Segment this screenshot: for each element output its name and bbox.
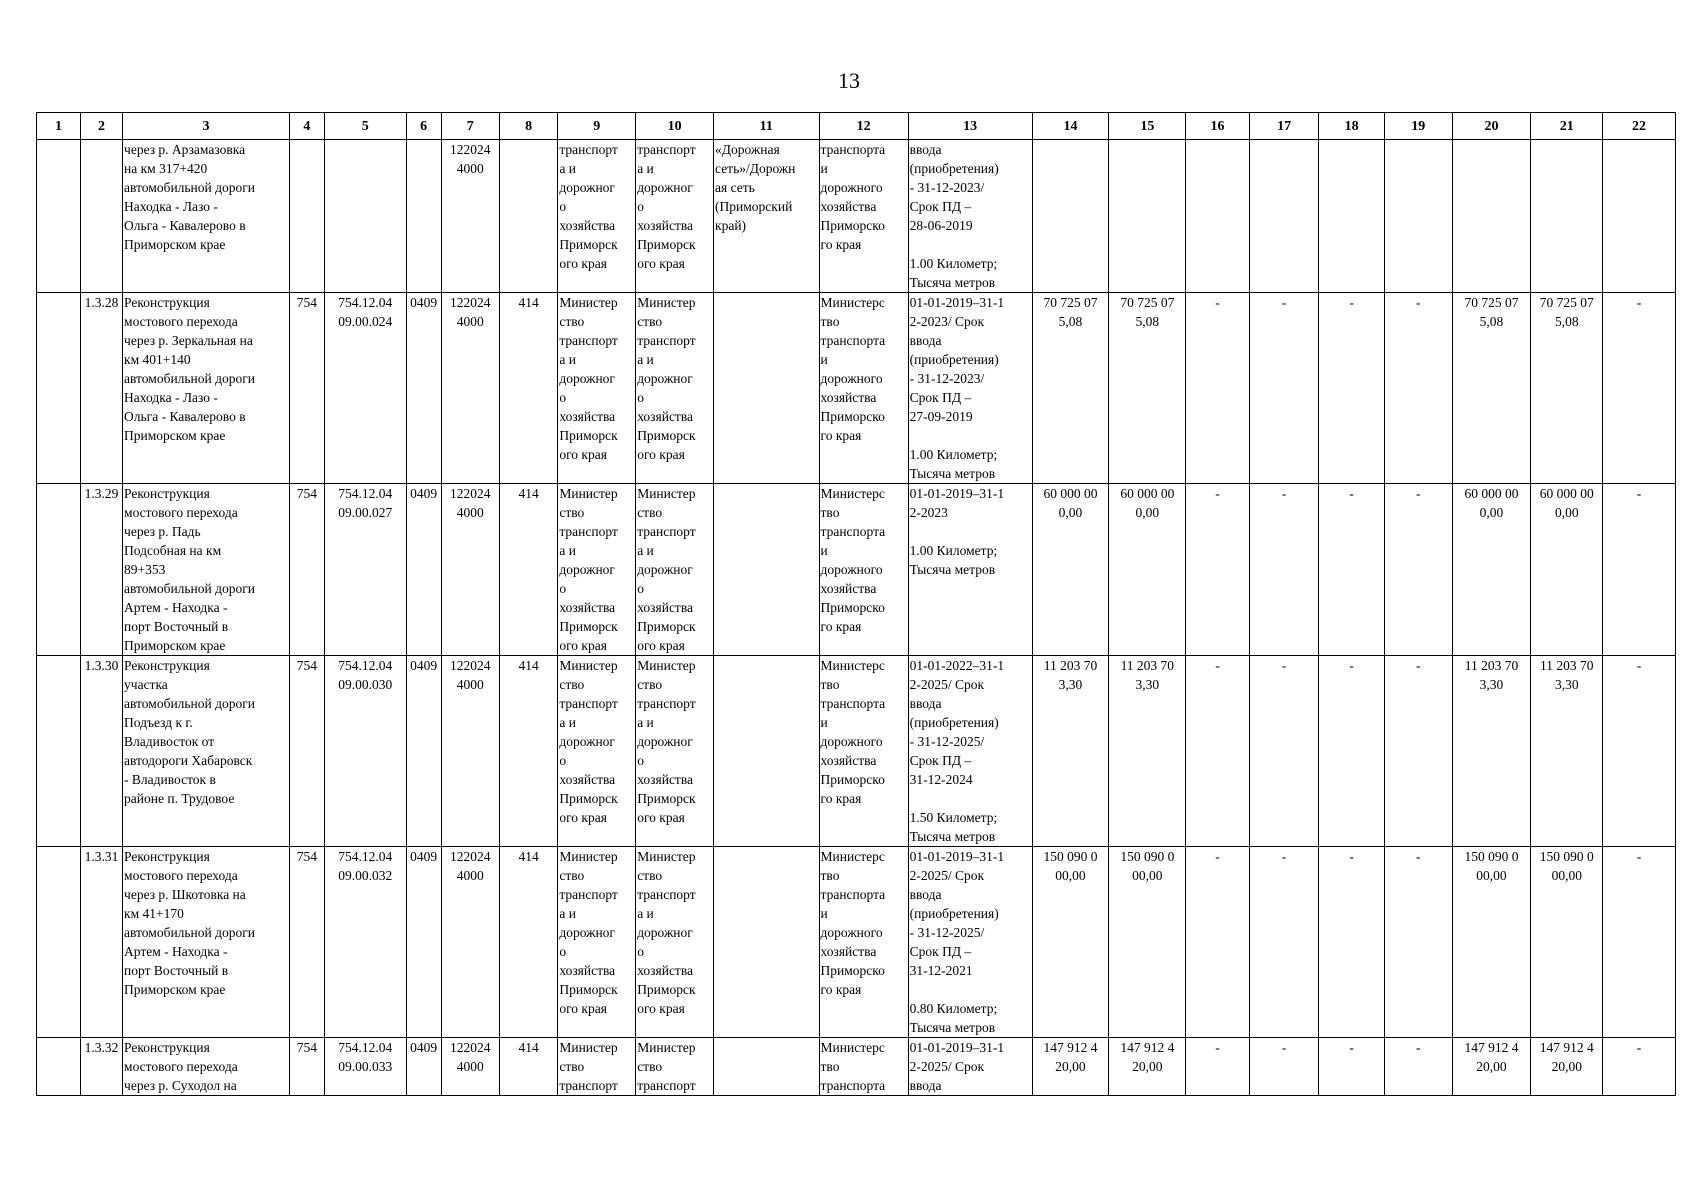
table-cell: - bbox=[1249, 484, 1319, 656]
table-cell: 70 725 07 5,08 bbox=[1531, 293, 1603, 484]
table-cell: 60 000 00 0,00 bbox=[1452, 484, 1531, 656]
header-cell: 1 bbox=[37, 113, 81, 140]
header-cell: 13 bbox=[908, 113, 1032, 140]
table-cell bbox=[37, 656, 81, 847]
table-cell: ввода (приобретения) - 31-12-2023/ Срок ПД – 28-06-2019 1.00 Километр; Тысяча метров bbox=[908, 140, 1032, 293]
table-cell: Министер ство транспорт bbox=[558, 1038, 636, 1096]
table-cell: 754.12.04 09.00.032 bbox=[324, 847, 406, 1038]
table-cell bbox=[1319, 140, 1385, 293]
table-cell: 1.3.31 bbox=[81, 847, 123, 1038]
header-cell: 4 bbox=[290, 113, 325, 140]
table-cell: - bbox=[1384, 1038, 1452, 1096]
table-cell: 60 000 00 0,00 bbox=[1032, 484, 1109, 656]
table-cell: Министер ство транспорт а и дорожног о хозяйства Приморск ого края bbox=[558, 847, 636, 1038]
table-cell: 11 203 70 3,30 bbox=[1032, 656, 1109, 847]
table-cell: Реконструкция мостового перехода через р. Шкотовка на км 41+170 автомобильной дороги Артем - Находка - порт Восточный в Приморском крае bbox=[123, 847, 290, 1038]
table-cell: - bbox=[1186, 484, 1250, 656]
table-cell: 1.3.28 bbox=[81, 293, 123, 484]
table-cell: 0409 bbox=[406, 484, 441, 656]
table-cell: - bbox=[1603, 293, 1676, 484]
table-cell: 0409 bbox=[406, 1038, 441, 1096]
table-cell bbox=[1452, 140, 1531, 293]
table-cell: 150 090 0 00,00 bbox=[1032, 847, 1109, 1038]
table-cell: «Дорожная сеть»/Дорожн ая сеть (Приморский край) bbox=[714, 140, 820, 293]
table-cell: - bbox=[1603, 1038, 1676, 1096]
table-cell: 122024 4000 bbox=[441, 1038, 499, 1096]
header-cell: 8 bbox=[499, 113, 557, 140]
table-cell bbox=[37, 293, 81, 484]
table-cell bbox=[714, 1038, 820, 1096]
table-cell: через р. Арзамазовка на км 317+420 автомобильной дороги Находка - Лазо - Ольга - Кавалерово в Приморском крае bbox=[123, 140, 290, 293]
table-cell bbox=[81, 140, 123, 293]
table-cell bbox=[37, 484, 81, 656]
header-cell: 3 bbox=[123, 113, 290, 140]
table-cell: 147 912 4 20,00 bbox=[1032, 1038, 1109, 1096]
table-cell: Министер ство транспорт а и дорожног о хозяйства Приморск ого края bbox=[636, 293, 714, 484]
table-cell: - bbox=[1319, 1038, 1385, 1096]
table-cell: Министер ство транспорт а и дорожног о хозяйства Приморск ого края bbox=[558, 484, 636, 656]
table-cell bbox=[37, 1038, 81, 1096]
table-cell bbox=[714, 484, 820, 656]
table-cell: - bbox=[1249, 847, 1319, 1038]
table-cell: 147 912 4 20,00 bbox=[1109, 1038, 1186, 1096]
table-cell: - bbox=[1319, 293, 1385, 484]
table-cell: 754 bbox=[290, 484, 325, 656]
table-cell: 754.12.04 09.00.024 bbox=[324, 293, 406, 484]
header-cell: 15 bbox=[1109, 113, 1186, 140]
table-cell bbox=[37, 847, 81, 1038]
table-row bbox=[37, 847, 1676, 1038]
table-cell: 11 203 70 3,30 bbox=[1109, 656, 1186, 847]
table-cell bbox=[714, 656, 820, 847]
table-cell: транспорта и дорожного хозяйства Приморско го края bbox=[819, 140, 908, 293]
table-cell: 1.3.29 bbox=[81, 484, 123, 656]
table-cell: 150 090 0 00,00 bbox=[1531, 847, 1603, 1038]
table-cell: Министерс тво транспорта и дорожного хозяйства Приморско го края bbox=[819, 847, 908, 1038]
table-cell bbox=[1249, 140, 1319, 293]
table-cell: - bbox=[1319, 484, 1385, 656]
table-cell: 754.12.04 09.00.027 bbox=[324, 484, 406, 656]
table-cell: - bbox=[1384, 293, 1452, 484]
table-cell: - bbox=[1603, 484, 1676, 656]
table-cell: Министер ство транспорт а и дорожног о хозяйства Приморск ого края bbox=[636, 484, 714, 656]
table-cell: Министер ство транспорт bbox=[636, 1038, 714, 1096]
budget-table bbox=[36, 112, 1676, 1096]
table-cell bbox=[324, 140, 406, 293]
table-row bbox=[37, 656, 1676, 847]
page-number: 13 bbox=[838, 68, 860, 93]
header-cell: 22 bbox=[1603, 113, 1676, 140]
table-row bbox=[37, 140, 1676, 293]
table-cell: - bbox=[1319, 847, 1385, 1038]
table-cell: 414 bbox=[499, 484, 557, 656]
table-cell: Министерс тво транспорта и дорожного хозяйства Приморско го края bbox=[819, 293, 908, 484]
table-cell bbox=[714, 293, 820, 484]
header-cell: 2 bbox=[81, 113, 123, 140]
table-cell: 414 bbox=[499, 847, 557, 1038]
header-cell: 19 bbox=[1384, 113, 1452, 140]
table-cell: 11 203 70 3,30 bbox=[1531, 656, 1603, 847]
table-cell: 1.3.30 bbox=[81, 656, 123, 847]
table-cell bbox=[1603, 140, 1676, 293]
header-cell: 7 bbox=[441, 113, 499, 140]
table-cell: Министер ство транспорт а и дорожног о хозяйства Приморск ого края bbox=[636, 847, 714, 1038]
header-cell: 14 bbox=[1032, 113, 1109, 140]
table-cell: 414 bbox=[499, 656, 557, 847]
table-body bbox=[37, 140, 1676, 1096]
table-row bbox=[37, 293, 1676, 484]
table-cell: 147 912 4 20,00 bbox=[1452, 1038, 1531, 1096]
table-cell: 1.3.32 bbox=[81, 1038, 123, 1096]
table-cell: 754 bbox=[290, 293, 325, 484]
table-cell: Реконструкция мостового перехода через р. Падь Подсобная на км 89+353 автомобильной дороги Артем - Находка - порт Восточный в Приморском крае bbox=[123, 484, 290, 656]
header-cell: 12 bbox=[819, 113, 908, 140]
header-cell: 18 bbox=[1319, 113, 1385, 140]
header-cell: 21 bbox=[1531, 113, 1603, 140]
table-row bbox=[37, 484, 1676, 656]
table-cell bbox=[1531, 140, 1603, 293]
table-cell: 754 bbox=[290, 656, 325, 847]
header-cell: 16 bbox=[1186, 113, 1250, 140]
table-cell: - bbox=[1384, 484, 1452, 656]
table-cell: 60 000 00 0,00 bbox=[1531, 484, 1603, 656]
table-cell: 754.12.04 09.00.030 bbox=[324, 656, 406, 847]
header-cell: 5 bbox=[324, 113, 406, 140]
table-cell: 60 000 00 0,00 bbox=[1109, 484, 1186, 656]
table-cell: Министер ство транспорт а и дорожног о хозяйства Приморск ого края bbox=[558, 293, 636, 484]
table-cell bbox=[1384, 140, 1452, 293]
table-cell: транспорт а и дорожног о хозяйства Приморск ого края bbox=[558, 140, 636, 293]
table-cell: - bbox=[1603, 656, 1676, 847]
table-cell: 0409 bbox=[406, 847, 441, 1038]
header-cell: 20 bbox=[1452, 113, 1531, 140]
table-cell: - bbox=[1384, 847, 1452, 1038]
table-cell: 70 725 07 5,08 bbox=[1109, 293, 1186, 484]
header-cell: 10 bbox=[636, 113, 714, 140]
table-cell: Реконструкция участка автомобильной дороги Подъезд к г. Владивосток от автодороги Хабаровск - Владивосток в районе п. Трудовое bbox=[123, 656, 290, 847]
table-cell bbox=[37, 140, 81, 293]
table-cell: Министер ство транспорт а и дорожног о хозяйства Приморск ого края bbox=[636, 656, 714, 847]
table-cell bbox=[290, 140, 325, 293]
table-cell: - bbox=[1249, 656, 1319, 847]
table-cell: Министерс тво транспорта и дорожного хозяйства Приморско го края bbox=[819, 656, 908, 847]
table-cell bbox=[499, 140, 557, 293]
table-cell: 122024 4000 bbox=[441, 656, 499, 847]
table-cell bbox=[406, 140, 441, 293]
table-cell: 754.12.04 09.00.033 bbox=[324, 1038, 406, 1096]
header-row bbox=[37, 113, 1676, 140]
table-cell: 414 bbox=[499, 293, 557, 484]
table-cell: Министер ство транспорт а и дорожног о хозяйства Приморск ого края bbox=[558, 656, 636, 847]
table-cell: 147 912 4 20,00 bbox=[1531, 1038, 1603, 1096]
table-cell bbox=[1032, 140, 1109, 293]
table-cell: 70 725 07 5,08 bbox=[1452, 293, 1531, 484]
table-cell: 150 090 0 00,00 bbox=[1452, 847, 1531, 1038]
header-cell: 6 bbox=[406, 113, 441, 140]
table-cell: - bbox=[1186, 1038, 1250, 1096]
table-cell: 01-01-2019–31-1 2-2023/ Срок ввода (приобретения) - 31-12-2023/ Срок ПД – 27-09-2019 1.00 Километр; Тысяча метров bbox=[908, 293, 1032, 484]
table-cell bbox=[1109, 140, 1186, 293]
table-cell: - bbox=[1249, 1038, 1319, 1096]
table-cell: Реконструкция мостового перехода через р. Зеркальная на км 401+140 автомобильной дороги Находка - Лазо - Ольга - Кавалерово в Приморском крае bbox=[123, 293, 290, 484]
table-cell: - bbox=[1186, 847, 1250, 1038]
table-cell: - bbox=[1186, 656, 1250, 847]
table-cell: 01-01-2019–31-1 2-2025/ Срок ввода bbox=[908, 1038, 1032, 1096]
header-cell: 9 bbox=[558, 113, 636, 140]
table-cell: - bbox=[1249, 293, 1319, 484]
table-cell: 01-01-2019–31-1 2-2025/ Срок ввода (приобретения) - 31-12-2025/ Срок ПД – 31-12-2021 0.80 Километр; Тысяча метров bbox=[908, 847, 1032, 1038]
table-cell: Министерс тво транспорта bbox=[819, 1038, 908, 1096]
table-cell: транспорт а и дорожног о хозяйства Приморск ого края bbox=[636, 140, 714, 293]
table-cell: 754 bbox=[290, 1038, 325, 1096]
table-cell: Министерс тво транспорта и дорожного хозяйства Приморско го края bbox=[819, 484, 908, 656]
table-cell: 122024 4000 bbox=[441, 140, 499, 293]
header-cell: 17 bbox=[1249, 113, 1319, 140]
table-cell: 150 090 0 00,00 bbox=[1109, 847, 1186, 1038]
table-cell: 70 725 07 5,08 bbox=[1032, 293, 1109, 484]
table-cell: 122024 4000 bbox=[441, 847, 499, 1038]
table-cell: 122024 4000 bbox=[441, 484, 499, 656]
table-row bbox=[37, 1038, 1676, 1096]
table-cell bbox=[1186, 140, 1250, 293]
table-cell: 01-01-2022–31-1 2-2025/ Срок ввода (приобретения) - 31-12-2025/ Срок ПД – 31-12-2024 1.50 Километр; Тысяча метров bbox=[908, 656, 1032, 847]
table-cell: - bbox=[1603, 847, 1676, 1038]
header-cell: 11 bbox=[714, 113, 820, 140]
table-cell bbox=[714, 847, 820, 1038]
table-cell: 01-01-2019–31-1 2-2023 1.00 Километр; Тысяча метров bbox=[908, 484, 1032, 656]
table-cell: 0409 bbox=[406, 656, 441, 847]
table-cell: Реконструкция мостового перехода через р. Суходол на bbox=[123, 1038, 290, 1096]
table-cell: - bbox=[1319, 656, 1385, 847]
table-cell: 122024 4000 bbox=[441, 293, 499, 484]
table-cell: 414 bbox=[499, 1038, 557, 1096]
table-cell: - bbox=[1384, 656, 1452, 847]
table-cell: - bbox=[1186, 293, 1250, 484]
table-cell: 11 203 70 3,30 bbox=[1452, 656, 1531, 847]
table-cell: 0409 bbox=[406, 293, 441, 484]
table-cell: 754 bbox=[290, 847, 325, 1038]
